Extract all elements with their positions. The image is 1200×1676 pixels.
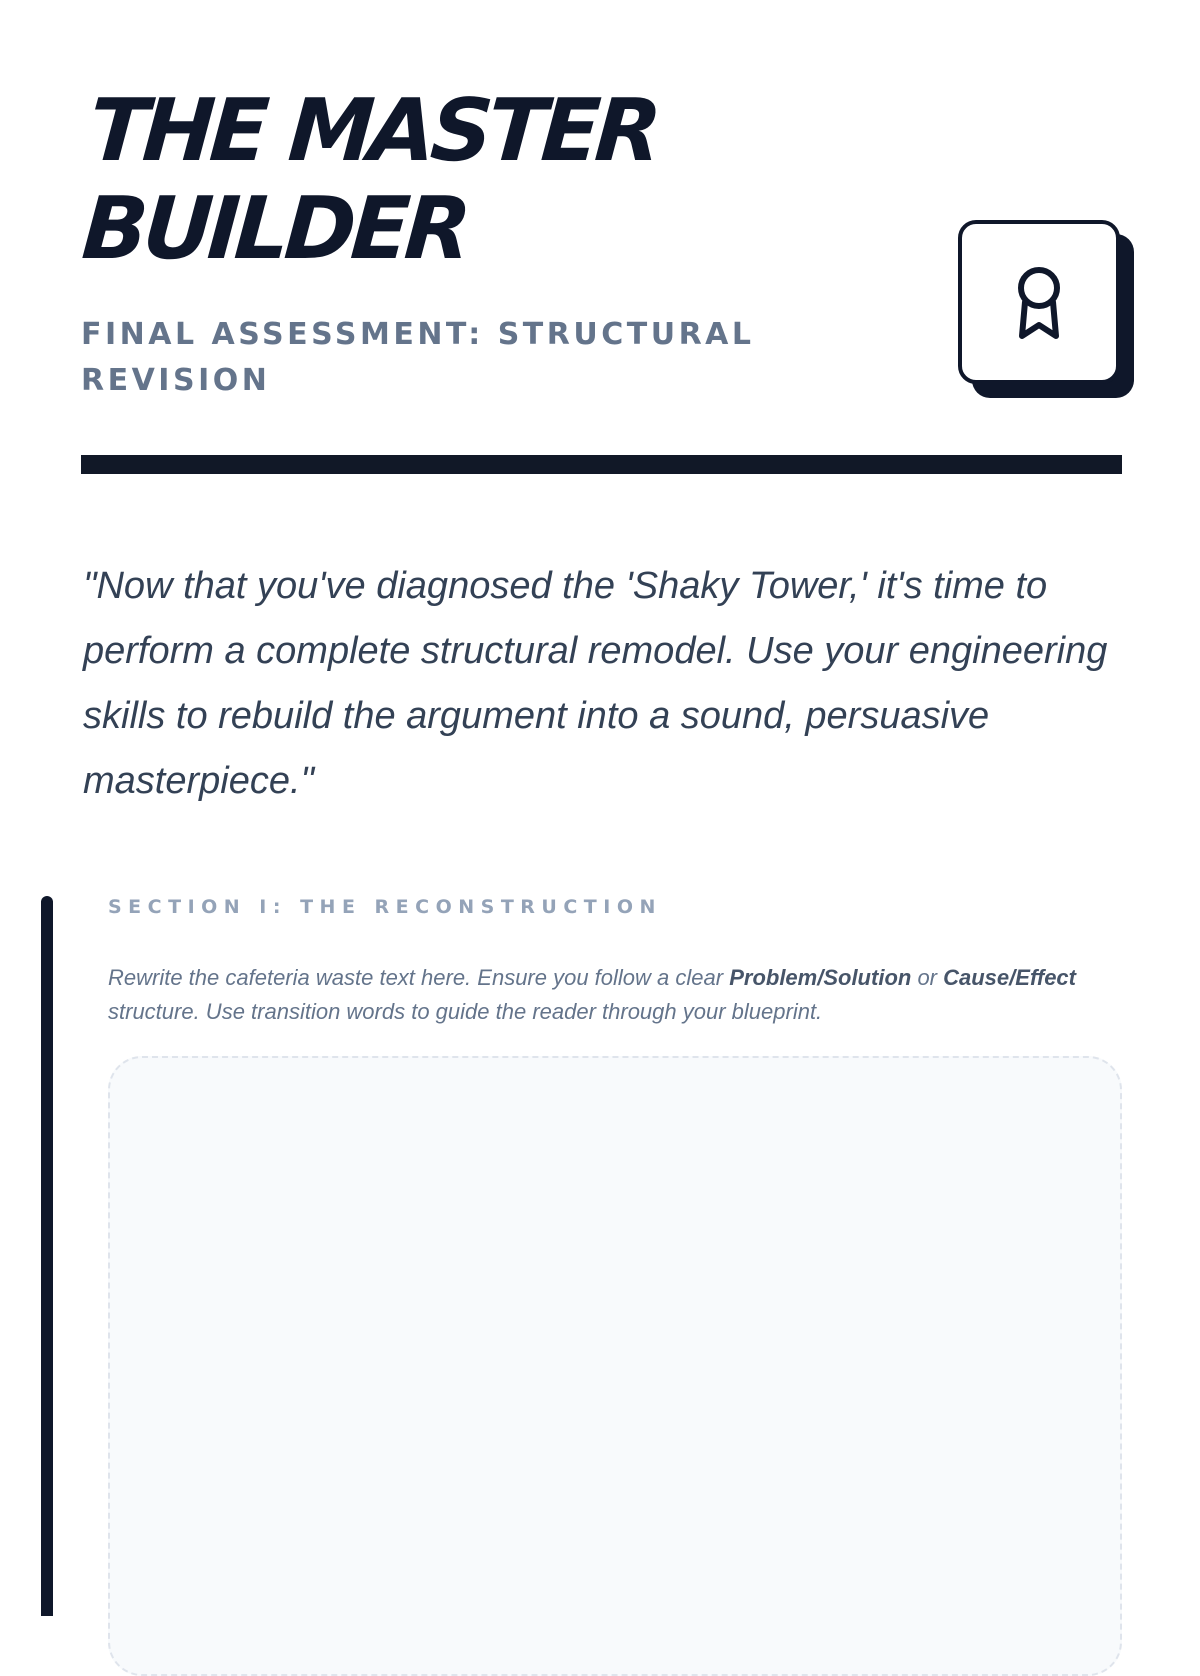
page-title-line-2: BUILDER xyxy=(79,179,470,279)
page-title-line-1: THE MASTER xyxy=(85,81,660,181)
award-badge xyxy=(958,220,1120,384)
section-heading: SECTION I: THE RECONSTRUCTION xyxy=(108,896,662,918)
instructions-term-problem-solution: Problem/Solution xyxy=(729,965,912,990)
instructions-text-1: Rewrite the cafeteria waste text here. Ensure you follow a clear xyxy=(108,965,730,990)
instructions-text-3: structure. Use transition words to guide the reader through your blueprint. xyxy=(108,999,823,1024)
instructions-text-2: or xyxy=(911,965,944,990)
page-subtitle: FINAL ASSESSMENT: STRUCTURAL REVISION xyxy=(81,317,755,398)
instructions-term-cause-effect: Cause/Effect xyxy=(943,965,1076,990)
section-accent-bar xyxy=(41,896,53,1616)
intro-quote: "Now that you've diagnosed the 'Shaky Tower,' it's time to perform a complete structural remodel. Use your engineering skills to rebuild the argument into a sound, persuasive masterpiece." xyxy=(83,565,1108,802)
award-ribbon-icon xyxy=(1011,262,1067,342)
reconstruction-answer-field[interactable] xyxy=(108,1056,1122,1676)
header-divider xyxy=(81,455,1122,474)
section-instructions xyxy=(108,961,1128,1029)
page-title xyxy=(79,82,873,278)
